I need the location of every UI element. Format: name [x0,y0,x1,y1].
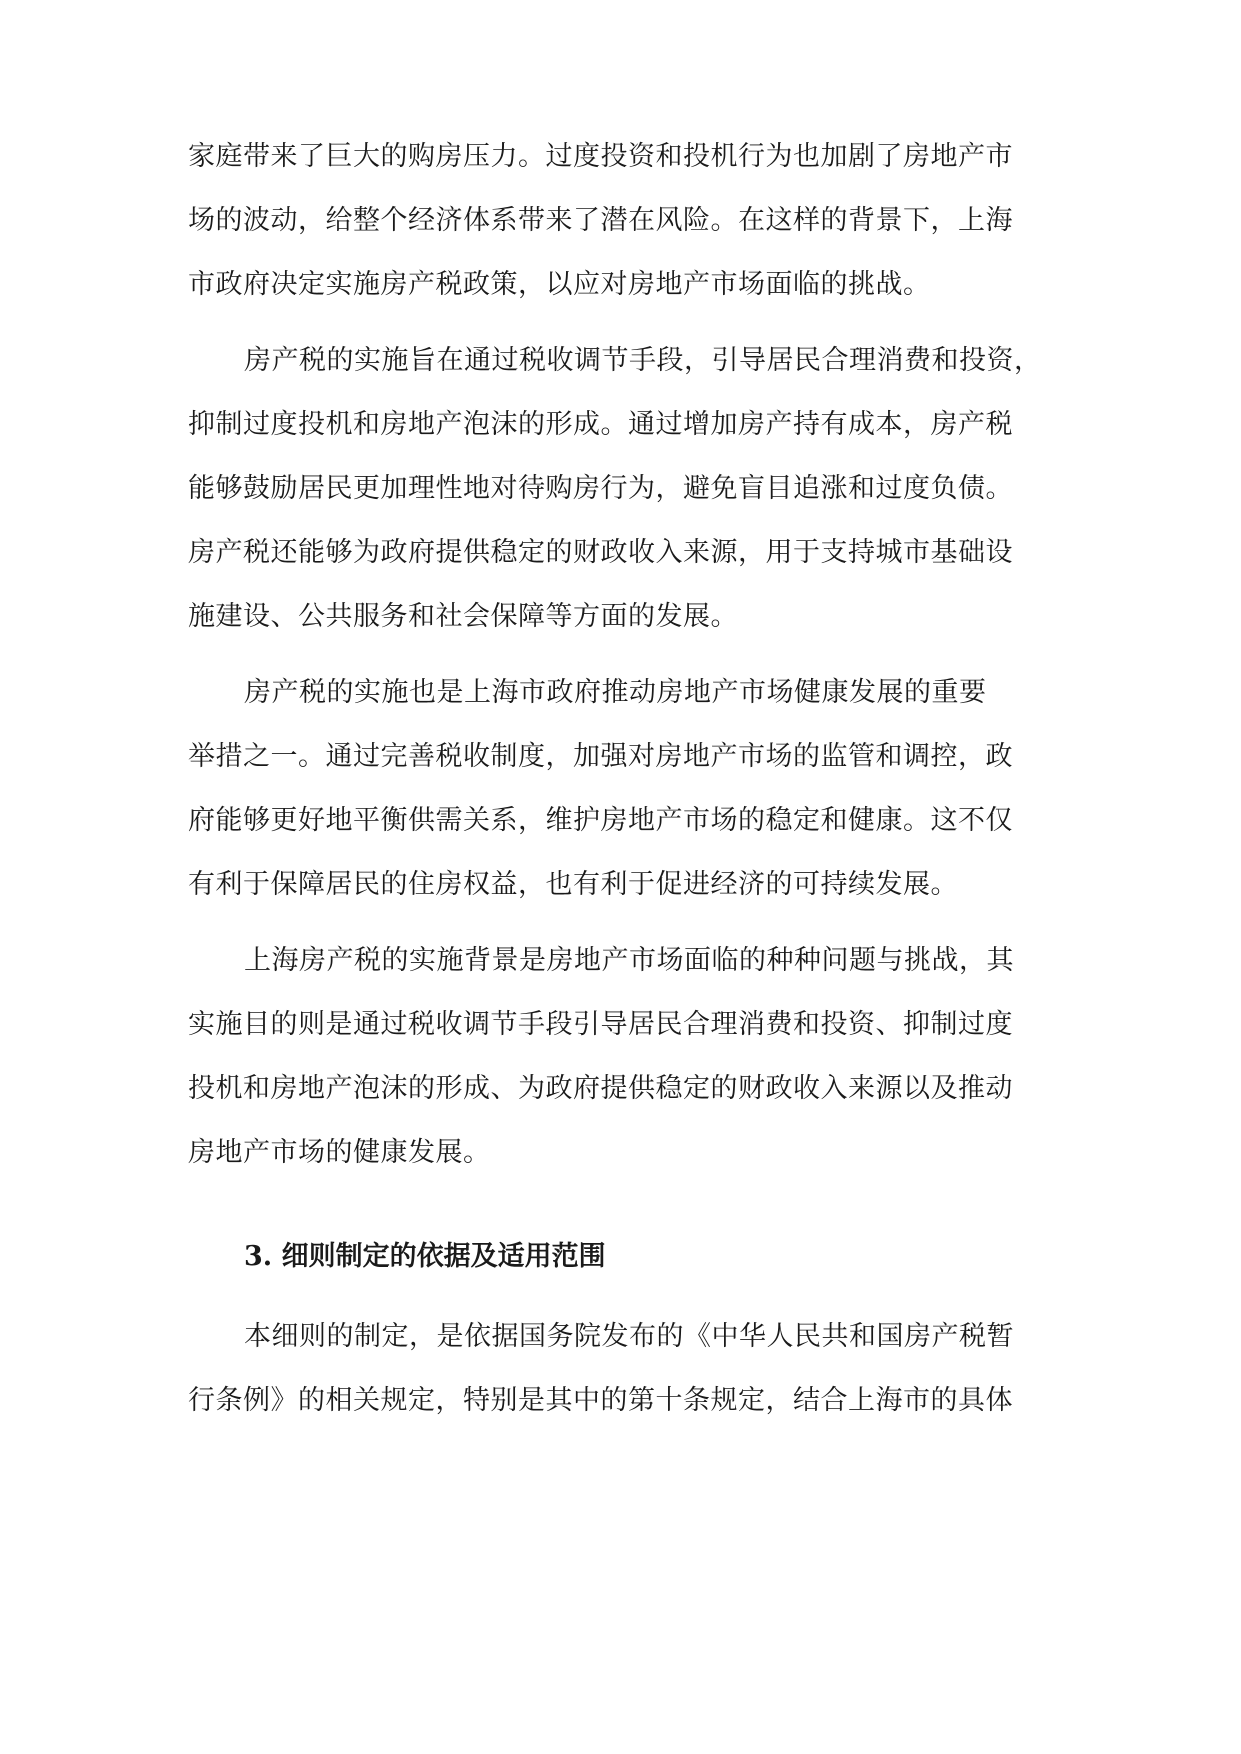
paragraph-line: 房产税的实施也是上海市政府推动房地产市场健康发展的重要 [244,677,987,708]
paragraph-line: 场的波动，给整个经济体系带来了潜在风险。在这样的背景下，上海 [188,205,1013,236]
paragraph-line: 家庭带来了巨大的购房压力。过度投资和投机行为也加剧了房地产市 [188,141,1013,172]
paragraph-line: 施建设、公共服务和社会保障等方面的发展。 [188,601,738,632]
paragraph-line: 上海房产税的实施背景是房地产市场面临的种种问题与挑战，其 [244,945,1014,976]
paragraph-line: 投机和房地产泡沫的形成、为政府提供稳定的财政收入来源以及推动 [188,1073,1013,1104]
paragraph-line: 能够鼓励居民更加理性地对待购房行为，避免盲目追涨和过度负债。 [188,473,1013,504]
paragraph-line: 房产税的实施旨在通过税收调节手段，引导居民合理消费和投资， [244,345,1042,376]
paragraph-line: 抑制过度投机和房地产泡沫的形成。通过增加房产持有成本，房产税 [188,409,1013,440]
paragraph-line: 府能够更好地平衡供需关系，维护房地产市场的稳定和健康。这不仅 [188,805,1013,836]
paragraph-line: 有利于保障居民的住房权益，也有利于促进经济的可持续发展。 [188,869,958,900]
section-heading: 3. 细则制定的依据及适用范围 [244,1241,606,1272]
paragraph-line: 举措之一。通过完善税收制度，加强对房地产市场的监管和调控，政 [188,741,1013,772]
paragraph-line: 实施目的则是通过税收调节手段引导居民合理消费和投资、抑制过度 [188,1009,1013,1040]
paragraph-line: 行条例》的相关规定，特别是其中的第十条规定，结合上海市的具体 [188,1385,1013,1416]
paragraph-line: 市政府决定实施房产税政策，以应对房地产市场面临的挑战。 [188,269,931,300]
paragraph-line: 房产税还能够为政府提供稳定的财政收入来源，用于支持城市基础设 [188,537,1013,568]
paragraph-line: 房地产市场的健康发展。 [188,1137,491,1168]
paragraph-line: 本细则的制定，是依据国务院发布的《中华人民共和国房产税暂 [244,1321,1014,1352]
